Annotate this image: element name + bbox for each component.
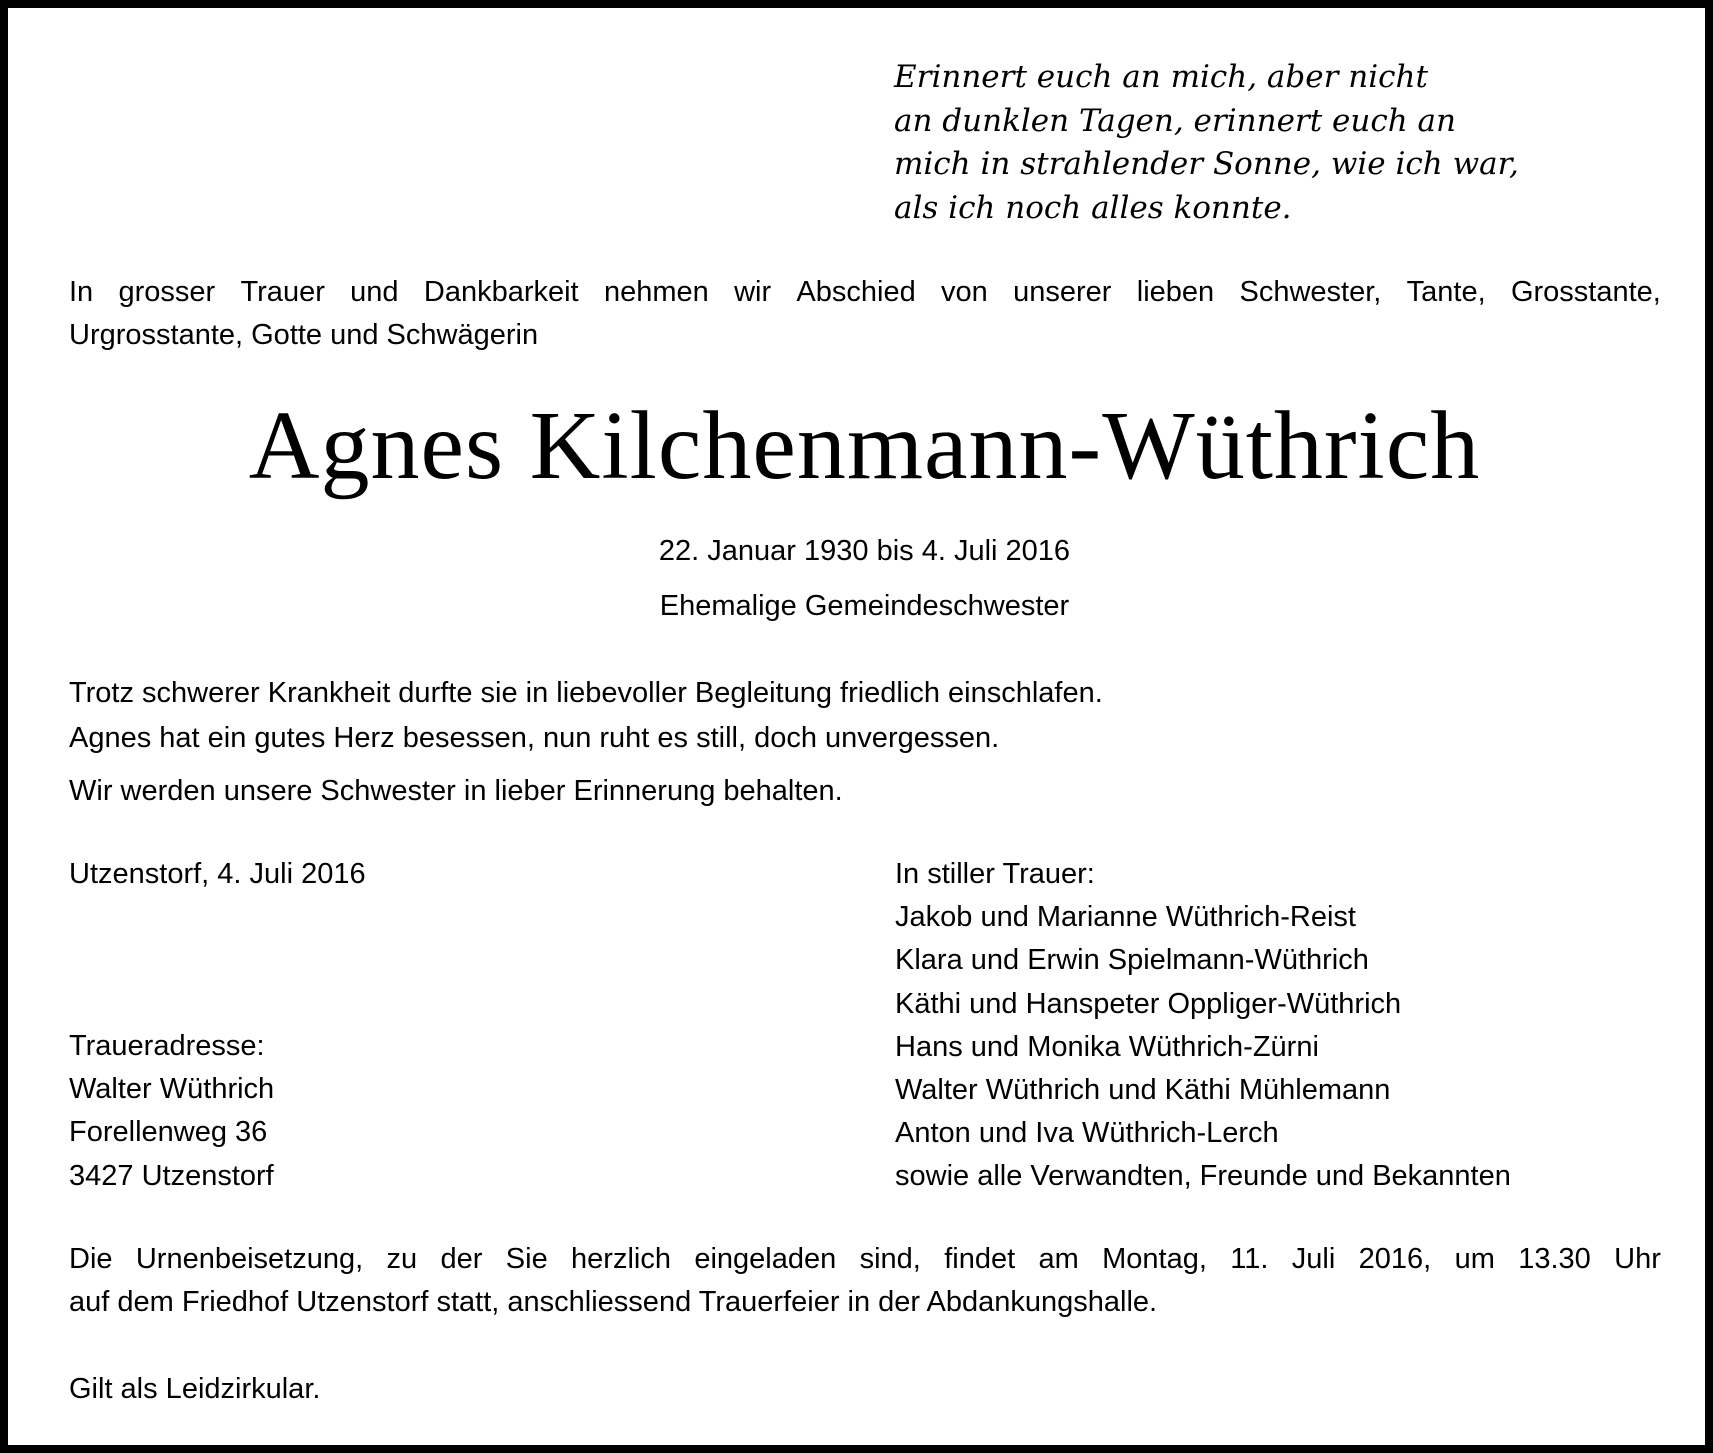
word: eingeladen xyxy=(694,1243,837,1275)
word: Montag, xyxy=(1102,1243,1207,1275)
address-heading: Traueradresse: xyxy=(69,1030,265,1062)
word: Grosstante, xyxy=(1510,276,1661,308)
word: der xyxy=(440,1243,483,1275)
word: unserer xyxy=(1013,276,1112,308)
intro-line-1 xyxy=(69,271,1661,314)
word: Abschied xyxy=(796,276,916,308)
message-line-2: Agnes hat ein gutes Herz besessen, nun ruht es still, doch unvergessen. xyxy=(69,722,1000,754)
word: um xyxy=(1454,1243,1495,1275)
word: Uhr xyxy=(1614,1243,1661,1275)
mourner-name: Hans und Monika Wüthrich-Zürni xyxy=(895,1030,1319,1063)
place-and-date: Utzenstorf, 4. Juli 2016 xyxy=(69,858,366,890)
address-street: Forellenweg 36 xyxy=(69,1116,268,1149)
closing-note: Gilt als Leidzirkular. xyxy=(69,1373,321,1405)
message-line-1: Trotz schwerer Krankheit durfte sie in liebevoller Begleitung friedlich einschlafen. xyxy=(69,677,1103,709)
intro-paragraph xyxy=(69,271,1661,357)
former-occupation: Ehemalige Gemeindeschwester xyxy=(659,590,1070,622)
mourner-name: Anton und Iva Wüthrich-Lerch xyxy=(895,1117,1279,1150)
mourner-name: Klara und Erwin Spielmann-Wüthrich xyxy=(895,944,1369,977)
word: wir xyxy=(734,276,772,308)
mourners-list xyxy=(895,853,1511,1199)
word: 13.30 xyxy=(1518,1243,1591,1275)
word: grosser xyxy=(118,276,216,308)
quote-line: mich in strahlender Sonne, wie ich war, xyxy=(894,146,1519,182)
quote-line: Erinnert euch an mich, aber nicht xyxy=(894,59,1428,95)
mourner-name: Jakob und Marianne Wüthrich-Reist xyxy=(895,901,1356,934)
memorial-quote xyxy=(894,56,1519,230)
mourner-name: Walter Wüthrich und Käthi Mühlemann xyxy=(895,1074,1391,1107)
word: sind, xyxy=(859,1243,921,1275)
word: nehmen xyxy=(603,276,709,308)
quote-line: als ich noch alles konnte. xyxy=(894,189,1292,226)
message-line-3: Wir werden unsere Schwester in lieber Erinnerung behalten. xyxy=(69,775,843,807)
deceased-name: Agnes Kilchenmann-Wüthrich xyxy=(248,392,1481,500)
word: Tante, xyxy=(1406,276,1486,308)
word: Schwester, xyxy=(1239,276,1382,308)
word: zu xyxy=(386,1243,418,1275)
mourners-heading: In stiller Trauer: xyxy=(895,858,1095,890)
mourner-name: Käthi und Hanspeter Oppliger-Wüthrich xyxy=(895,987,1402,1020)
word: 11. xyxy=(1230,1243,1269,1275)
word: Die xyxy=(69,1243,113,1275)
word: Dankbarkeit xyxy=(423,276,579,308)
word: herzlich xyxy=(571,1243,671,1275)
word: Urnenbeisetzung, xyxy=(135,1243,364,1275)
word: von xyxy=(941,276,988,308)
service-line-2: auf dem Friedhof Utzenstorf statt, anschliessend Trauerfeier in der Abdankungshalle. xyxy=(69,1286,1158,1318)
word: 2016, xyxy=(1358,1243,1432,1275)
word: In xyxy=(69,276,94,308)
address-name: Walter Wüthrich xyxy=(69,1073,275,1106)
life-dates: 22. Januar 1930 bis 4. Juli 2016 xyxy=(658,535,1071,567)
mourning-address xyxy=(69,1025,274,1198)
service-announcement xyxy=(69,1238,1661,1324)
word: Trauer xyxy=(240,276,325,308)
intro-line-2: Urgrosstante, Gotte und Schwägerin xyxy=(69,319,539,351)
address-city: 3427 Utzenstorf xyxy=(69,1159,274,1192)
word: Sie xyxy=(505,1243,548,1275)
service-line-1 xyxy=(69,1238,1661,1281)
word: Juli xyxy=(1291,1243,1336,1275)
word: findet xyxy=(944,1243,1016,1275)
word: am xyxy=(1038,1243,1079,1275)
word: lieben xyxy=(1136,276,1215,308)
mourner-name: sowie alle Verwandten, Freunde und Bekannten xyxy=(895,1160,1511,1193)
word: und xyxy=(350,276,399,308)
quote-line: an dunklen Tagen, erinnert euch an xyxy=(894,102,1456,139)
